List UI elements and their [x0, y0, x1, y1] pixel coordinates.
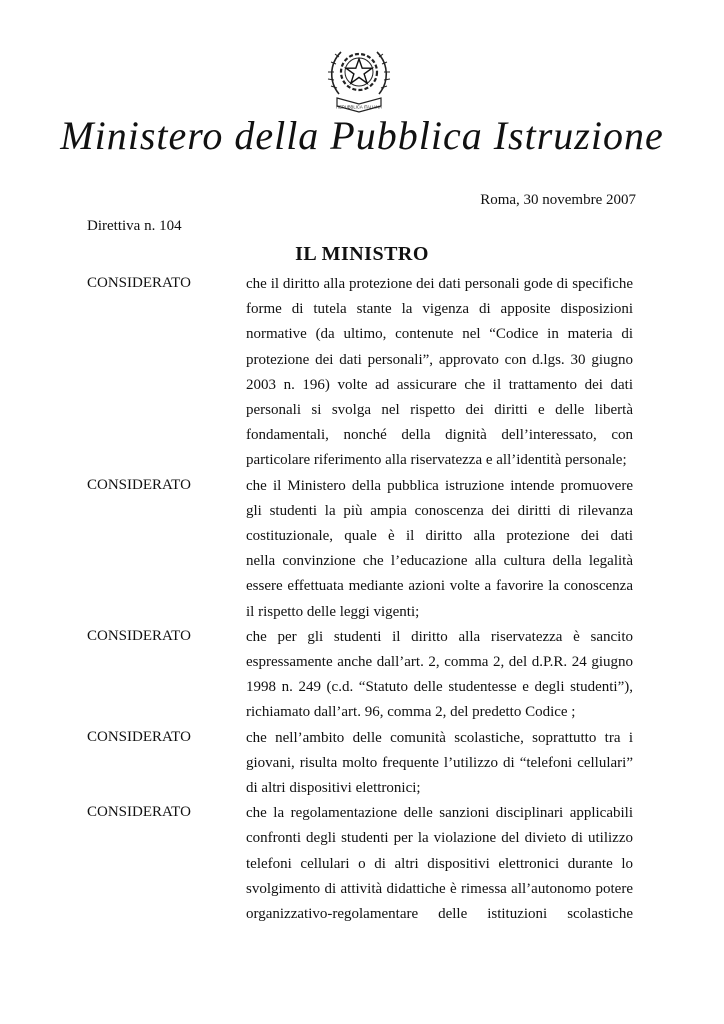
repubblica-italiana-emblem-icon — [325, 42, 393, 114]
paragraph-line: gli studenti la più ampia conoscenza dei diritti di rilevanza — [246, 502, 633, 519]
paragraph-line: richiamato dall’art. 96, comma 2, del predetto Codice ; — [246, 704, 576, 721]
ministry-header: Ministero della Pubblica Istruzione — [60, 113, 664, 158]
paragraph-line: che il Ministero della pubblica istruzione intende promuovere — [246, 477, 633, 494]
paragraph-line: essere effettuata mediante azioni volte a favorire la conoscenza — [246, 578, 633, 595]
emblem-inscription: REPUBBLICA ITALIANA — [336, 104, 382, 110]
paragraph-line: costituzionale, quale è il diritto alla protezione dei dati — [246, 527, 633, 544]
paragraph-line: che il diritto alla protezione dei dati personali gode di specifiche — [246, 276, 633, 292]
paragraph-line: svolgimento di attività didattiche è rimessa all’autonomo potere — [246, 880, 633, 897]
paragraph-line: forme di tutela stante la vigenza di apposite disposizioni — [246, 301, 633, 318]
paragraph-line: che nell’ambito delle comunità scolastiche, soprattutto tra i — [246, 729, 633, 746]
paragraph-line: che per gli studenti il diritto alla riservatezza è sancito — [246, 628, 633, 645]
paragraph-line: di altri dispositivi elettronici; — [246, 779, 421, 796]
paragraph-line: personali si svolga nel rispetto dei diritti e delle libertà — [246, 401, 633, 418]
section-label: CONSIDERATO — [87, 476, 191, 493]
paragraph-line: che la regolamentazione delle sanzioni disciplinari applicabili — [246, 805, 633, 822]
page-title: IL MINISTRO — [295, 243, 429, 265]
paragraph-line: protezione dei dati personali”, approvato con d.lgs. 30 giugno — [246, 351, 633, 368]
paragraph-line: fondamentali, nonché della dignità dell’interessato, con — [246, 427, 633, 444]
paragraph-line: particolare riferimento alla riservatezza e all’identità personale; — [246, 452, 627, 469]
paragraph-line: 1998 n. 249 (c.d. “Statuto delle studentesse e degli studenti”), — [246, 679, 633, 696]
paragraph-line: 2003 n. 196) volte ad assicurare che il trattamento dei dati — [246, 376, 633, 393]
paragraph-line: espressamente anche dall’art. 2, comma 2, del d.P.R. 24 giugno — [246, 653, 633, 670]
section-paragraph — [246, 474, 633, 625]
paragraph-line: telefoni cellulari o di altri dispositivi elettronici durante lo — [246, 855, 633, 872]
document-date: Roma, 30 novembre 2007 — [480, 192, 636, 208]
section-label: CONSIDERATO — [87, 275, 191, 291]
directive-number: Direttiva n. 104 — [87, 218, 182, 234]
paragraph-line: organizzativo-regolamentare delle istituzioni scolastiche — [246, 905, 633, 922]
section-paragraph — [246, 625, 633, 726]
section-label: CONSIDERATO — [87, 627, 191, 644]
section-label: CONSIDERATO — [87, 804, 191, 821]
section-paragraph — [246, 272, 633, 474]
section-paragraph — [246, 726, 633, 802]
paragraph-line: confronti degli studenti per la violazione del divieto di utilizzo — [246, 830, 633, 847]
paragraph-line: normative (da ultimo, contenute nel “Codice in materia di — [246, 326, 633, 343]
paragraph-line: giovani, risulta molto frequente l’utilizzo di “telefoni cellulari” — [246, 754, 633, 771]
paragraph-line: nella convinzione che l’educazione alla cultura della legalità — [246, 553, 633, 570]
section-label: CONSIDERATO — [87, 728, 191, 745]
paragraph-line: il rispetto delle leggi vigenti; — [246, 603, 420, 620]
section-paragraph — [246, 801, 633, 927]
